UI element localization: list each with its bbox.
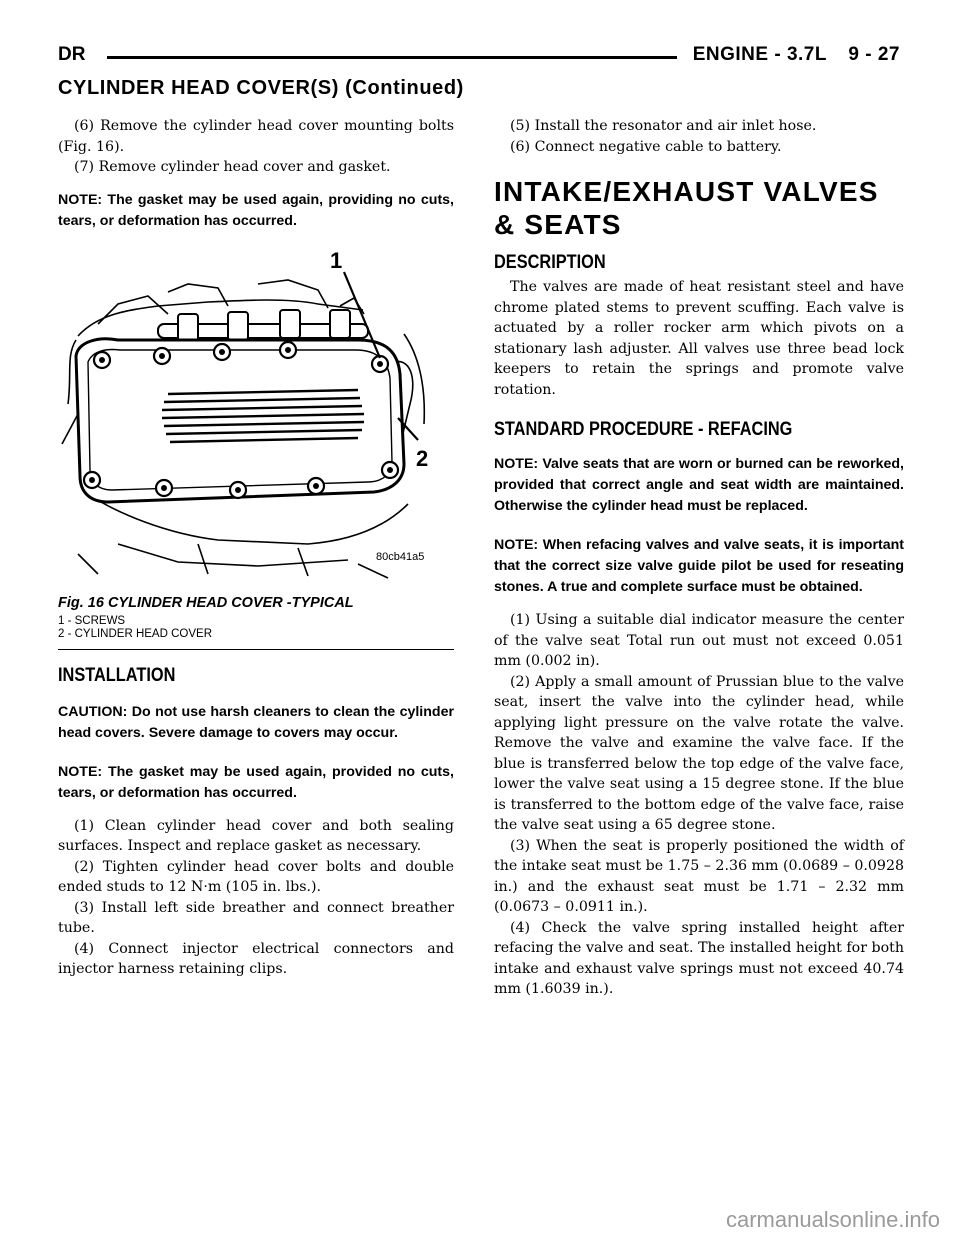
removal-step-7: (7) Remove cylinder head cover and gasket.	[74, 159, 391, 175]
description-text: The valves are made of heat resistant steel and have chrome plated stems to prevent scuffing. Each valve is actuated by a roller rocker arm which pivots on a stationary lash adjuster. All valves use three bead lock keepers to retain the springs and promote valve rotation.	[494, 279, 904, 398]
gasket-note: NOTE: The gasket may be used again, providing no cuts, tears, or deformation has occurred.	[58, 191, 454, 229]
install-step: (5) Install the resonator and air inlet hose.	[510, 118, 817, 134]
refacing-step: (1) Using a suitable dial indicator measure the center of the valve seat Total run out must not exceed 0.051 mm (0.002 in).	[494, 612, 904, 669]
refacing-heading: STANDARD PROCEDURE - REFACING	[494, 419, 793, 440]
header-right	[677, 44, 900, 66]
header-engine: ENGINE - 3.7L	[692, 44, 827, 65]
legend-item: 2 - CYLINDER HEAD COVER	[58, 627, 213, 640]
install-step: (3) Install left side breather and connect breather tube.	[58, 899, 454, 936]
section-continued-title: CYLINDER HEAD COVER(S) (Continued)	[58, 77, 464, 99]
legend-item: 1 - SCREWS	[58, 614, 126, 627]
figure-caption: Fig. 16 CYLINDER HEAD COVER -TYPICAL	[58, 594, 354, 611]
caution-note: CAUTION: Do not use harsh cleaners to clean the cylinder head covers. Severe damage to covers may occur.	[58, 703, 454, 741]
valves-seats-heading: INTAKE/EXHAUST VALVES & SEATS	[494, 176, 879, 240]
watermark: carmanualsonline.info	[725, 1207, 940, 1232]
install-step: (6) Connect negative cable to battery.	[510, 138, 782, 155]
figure-code: 80cb41a5	[376, 550, 425, 563]
header-rule	[107, 56, 677, 59]
cylinder-head-cover-illustration	[58, 244, 454, 589]
callout-1: 1	[330, 247, 343, 273]
removal-step-6: (6) Remove the cylinder head cover mounting bolts (Fig. 16).	[58, 118, 454, 155]
install-step: (1) Clean cylinder head cover and both sealing surfaces. Inspect and replace gasket as necessary.	[58, 817, 454, 854]
install-step: (4) Connect injector electrical connectors and injector harness retaining clips.	[58, 940, 454, 977]
refacing-note: NOTE: When refacing valves and valve seats, it is important that the correct size valve guide pilot be used for reseating stones. A true and complete surface must be obtained.	[494, 537, 904, 595]
gasket-note-2: NOTE: The gasket may be used again, provided no cuts, tears, or deformation has occurred.	[58, 763, 454, 801]
callout-2: 2	[416, 445, 429, 471]
refacing-step: (2) Apply a small amount of Prussian blue to the valve seat, insert the valve into the cylinder head, while applying light pressure on the valve rotate the valve. Remove the valve and examine the valve face. If the blue is transferred below the top edge of the valve face, lower the valve seat using a 15 degree stone. If the blue is transferred to the bottom edge of the valve face, raise the valve seat using a 65 degree stone.	[494, 673, 904, 833]
description-heading: DESCRIPTION	[494, 252, 606, 273]
header-left: DR	[58, 44, 86, 65]
valve-seat-note: NOTE: Valve seats that are worn or burned can be reworked, provided that correct angle and seat width are maintained. Otherwise the cylinder head must be replaced.	[494, 456, 904, 514]
figure-16	[58, 244, 454, 589]
refacing-step: (4) Check the valve spring installed height after refacing the valve and seat. The installed height for both intake and exhaust valve springs must not exceed 40.74 mm (1.6039 in.).	[494, 919, 904, 997]
install-step: (2) Tighten cylinder head cover bolts and double ended studs to 12 N·m (105 in. lbs.).	[58, 858, 454, 895]
installation-heading: INSTALLATION	[58, 664, 176, 686]
header-page-number: 9 - 27	[848, 44, 900, 65]
left-column	[58, 116, 454, 980]
figure-legend	[58, 615, 454, 641]
refacing-step: (3) When the seat is properly positioned the width of the intake seat must be 1.75 – 2.36 mm (0.0689 – 0.0928 in.) and the exhaust seat must be 1.71 – 2.32 mm (0.0673 – 0.0911 in.).	[494, 837, 904, 915]
right-column	[494, 116, 904, 1000]
